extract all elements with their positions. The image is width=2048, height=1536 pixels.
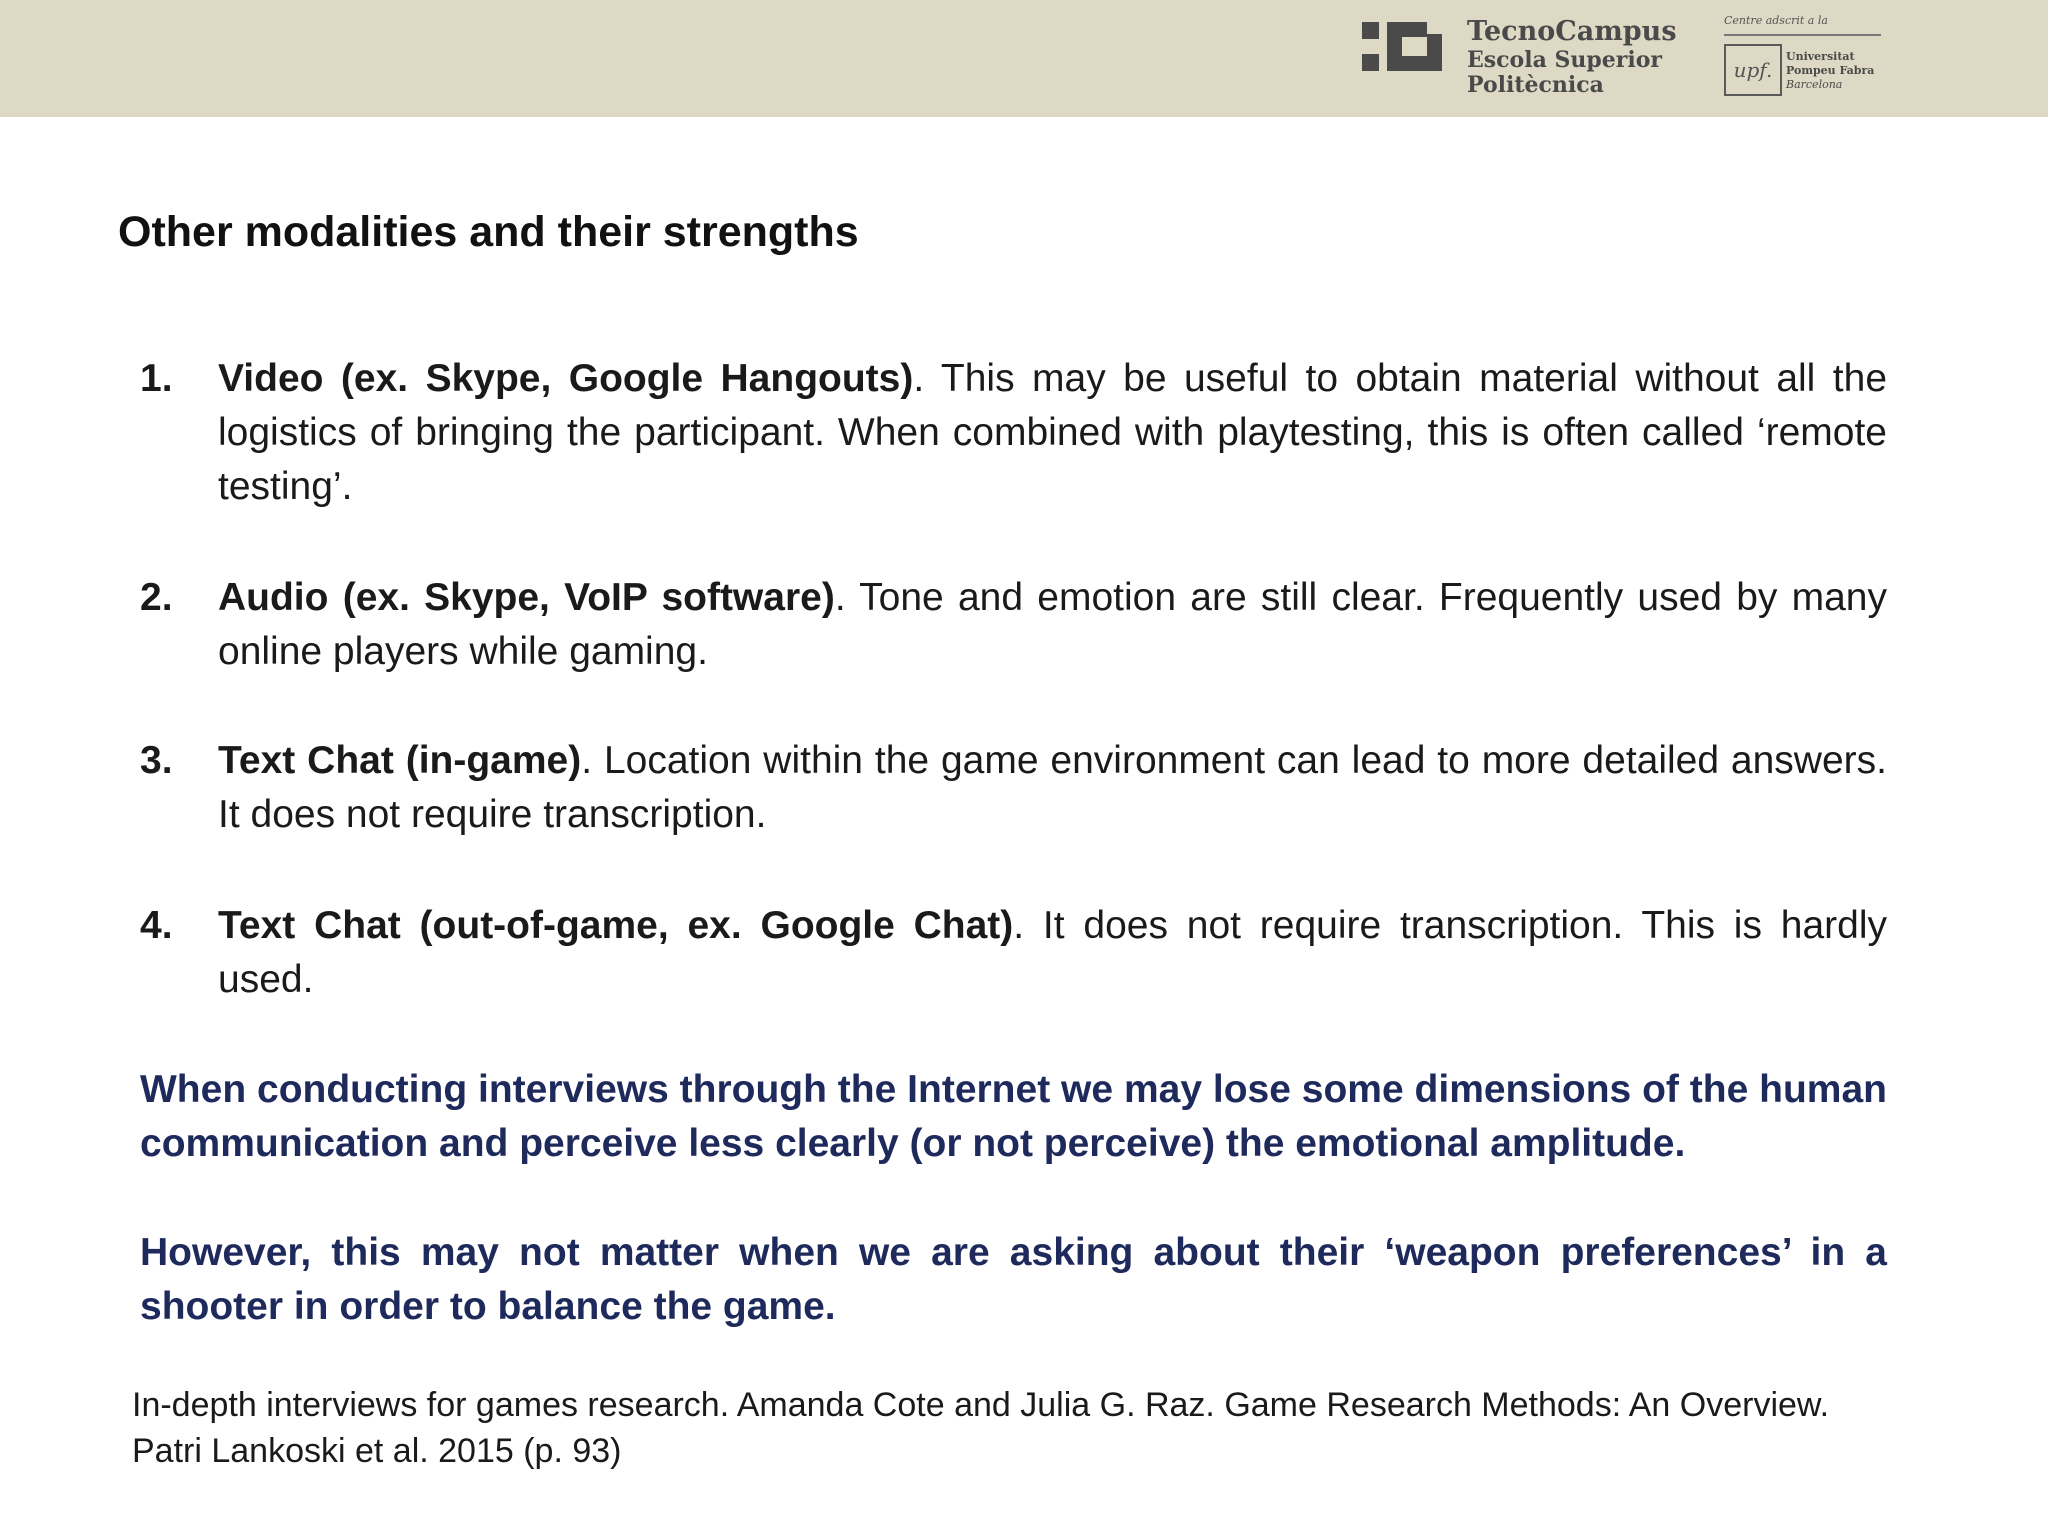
tecnocampus-logo-text	[1467, 16, 1687, 98]
item-text: . This may be useful to obtain material without all the logistics of bringing the participant. When combined with playtesting, this is often called ‘remote testing’.	[218, 357, 1888, 508]
item-text: . It does not require transcription. This is hardly used.	[218, 904, 1887, 1001]
emphasis-note: When conducting interviews through the Internet we may lose some dimensions of the human communication and perceive less clearly (or not perceive) the emotional amplitude.	[140, 1068, 1887, 1165]
reference-line: Patri Lankoski et al. 2015 (p. 93)	[132, 1432, 622, 1470]
item-number: 1.	[140, 357, 173, 400]
reference-citation	[132, 1382, 2012, 1474]
slide-header	[0, 0, 2048, 117]
item-body	[218, 352, 1887, 514]
slide-title: Other modalities and their strengths	[118, 208, 859, 256]
reference-line: In-depth interviews for games research. Amanda Cote and Julia G. Raz. Game Research Methods: An Overview.	[132, 1386, 1830, 1424]
item-number: 2.	[140, 576, 173, 619]
item-heading: Text Chat (in-game)	[218, 739, 582, 782]
list-item	[140, 571, 1887, 679]
upf-divider	[1724, 34, 1881, 36]
item-heading: Video (ex. Skype, Google Hangouts)	[218, 357, 914, 400]
item-number: 3.	[140, 739, 173, 782]
upf-line-1: Universitat	[1786, 50, 1855, 63]
item-body	[218, 899, 1887, 1007]
upf-logo-text	[1786, 50, 1906, 92]
item-number: 4.	[140, 904, 173, 947]
item-heading: Audio (ex. Skype, VoIP software)	[218, 576, 835, 619]
upf-logo-icon: upf.	[1724, 44, 1782, 96]
logo-line-3: Politècnica	[1467, 72, 1604, 98]
item-text: . Tone and emotion are still clear. Frequently used by many online players while gaming.	[218, 576, 1887, 673]
list-item	[140, 734, 1887, 842]
item-body	[218, 571, 1887, 679]
upf-line-2: Pompeu Fabra	[1786, 64, 1875, 77]
upf-line-3: Barcelona	[1786, 78, 1843, 91]
upf-affiliation-note: Centre adscrit a la	[1724, 14, 1828, 27]
logo-line-2: Escola Superior	[1467, 47, 1662, 73]
list-item	[140, 352, 1887, 514]
emphasis-note: However, this may not matter when we are asking about their ‘weapon preferences’ in a shooter in order to balance the game.	[140, 1231, 1887, 1328]
tecnocampus-logo-icon	[1362, 20, 1442, 76]
list-item	[140, 899, 1887, 1007]
item-heading: Text Chat (out-of-game, ex. Google Chat)	[218, 904, 1014, 947]
item-text: . Location within the game environment can lead to more detailed answers. It does not require transcription.	[218, 739, 1887, 836]
logo-line-1: TecnoCampus	[1467, 16, 1677, 47]
item-body	[218, 734, 1887, 842]
